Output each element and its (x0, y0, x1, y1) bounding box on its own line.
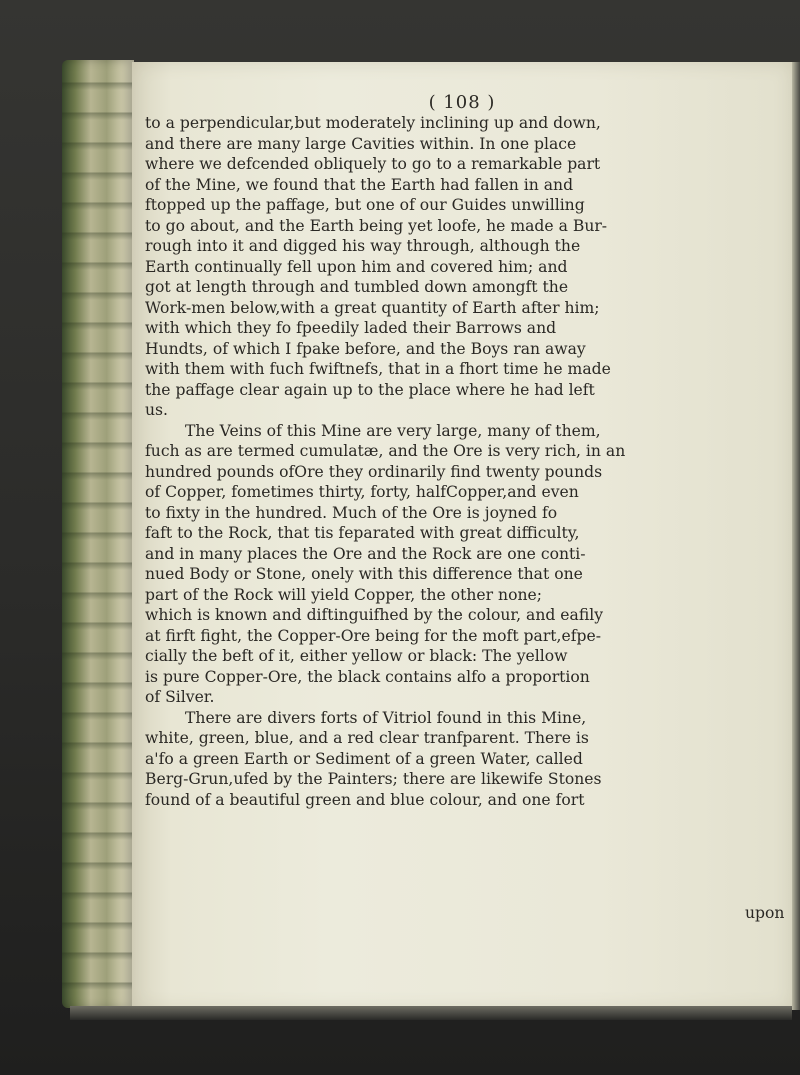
paragraph-first-line: There are divers forts of Vitriol found in this Mine, (185, 708, 587, 727)
text-line: rough into it and digged his way through, although the (145, 237, 581, 255)
text-line: Hundts, of which I fpake before, and the Boys ran away (145, 339, 586, 358)
text-line: faft to the Rock, that tis feparated with great difficulty, (145, 524, 580, 542)
text-line: of Silver. (145, 688, 215, 706)
text-line: Earth continually fell upon him and covered him; and (145, 257, 568, 276)
text-line: with them with fuch fwiftnefs, that in a fhort time he made (145, 360, 611, 378)
text-line: hundred pounds ofOre they ordinarily find twenty pounds (145, 462, 603, 481)
text-line: of Copper, fometimes thirty, forty, halfCopper,and even (145, 483, 579, 501)
body-text (145, 113, 785, 810)
text-line: nued Body or Stone, onely with this difference that one (145, 565, 583, 583)
text-line: fuch as are termed cumulatæ, and the Ore is very rich, in an (145, 442, 626, 460)
page-number: ( 108 ) (428, 92, 496, 113)
page-bottom-shadow (70, 1006, 792, 1020)
text-line: and there are many large Cavities within. In one place (145, 134, 577, 153)
text-line: at firft fight, the Copper-Ore being for the moft part,efpe- (145, 626, 601, 645)
book-binding-edge (62, 60, 134, 1008)
text-line: with which they fo fpeedily laded their Barrows and (145, 319, 557, 337)
text-line: ftopped up the paffage, but one of our Guides unwilling (145, 196, 585, 214)
text-line: part of the Rock will yield Copper, the other none; (145, 585, 543, 604)
page-right-edge (792, 62, 800, 1010)
text-line: found of a beautiful green and blue colour, and one fort (145, 790, 585, 809)
text-line: to a perpendicular,but moderately inclining up and down, (145, 114, 601, 132)
text-line: is pure Copper-Ore, the black contains alfo a proportion (145, 667, 590, 686)
paragraph-first-line: The Veins of this Mine are very large, many of them, (185, 421, 601, 440)
text-line: us. (145, 401, 169, 419)
text-line: Berg-Grun,ufed by the Painters; there are likewife Stones (145, 770, 602, 788)
text-line: to go about, and the Earth being yet loofe, he made a Bur- (145, 216, 608, 235)
catchword: upon (745, 904, 785, 922)
text-line: which is known and diftinguifhed by the colour, and eafily (145, 606, 604, 624)
text-line: a'fo a green Earth or Sediment of a green Water, called (145, 749, 583, 768)
text-line: Work-men below,with a great quantity of Earth after him; (145, 298, 600, 317)
text-line: white, green, blue, and a red clear tranfparent. There is (145, 729, 589, 747)
text-line: where we defcended obliquely to go to a remarkable part (145, 155, 601, 173)
text-line: got at length through and tumbled down amongft the (145, 278, 569, 296)
text-line: of the Mine, we found that the Earth had fallen in and (145, 175, 574, 194)
text-line: cially the beft of it, either yellow or black: The yellow (145, 647, 568, 665)
text-line: the paffage clear again up to the place where he had left (145, 380, 595, 399)
text-line: to fixty in the hundred. Much of the Ore is joyned fo (145, 503, 558, 522)
text-line: and in many places the Ore and the Rock are one conti- (145, 544, 586, 563)
